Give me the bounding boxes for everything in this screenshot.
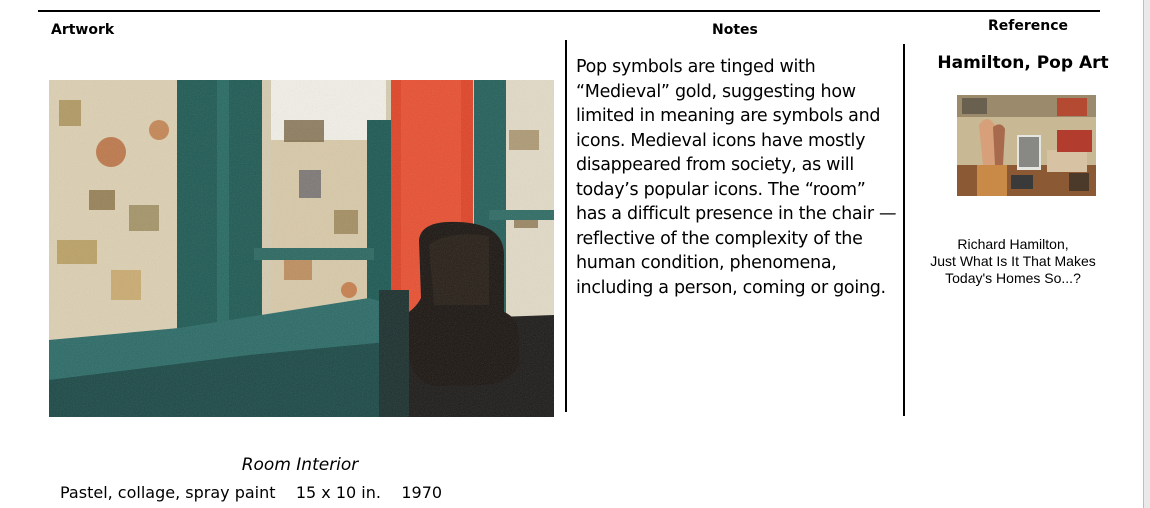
reference-caption-line2: Just What Is It That Makes (930, 253, 1096, 269)
artwork-details (60, 483, 442, 502)
reference-caption-line3: Today's Homes So...? (945, 270, 1081, 286)
column-divider-left (565, 40, 567, 412)
reference-title: Hamilton, Pop Art (937, 53, 1109, 73)
column-header-artwork: Artwork (51, 22, 115, 38)
artwork-image (49, 80, 554, 417)
artwork-year: 1970 (401, 483, 443, 502)
top-rule (38, 10, 1100, 12)
artwork-medium: Pastel, collage, spray paint (60, 483, 276, 502)
reference-thumbnail[interactable] (957, 95, 1096, 196)
artwork-size: 15 x 10 in. (295, 483, 381, 502)
reference-caption-line1: Richard Hamilton, (957, 236, 1069, 252)
column-header-reference: Reference (988, 18, 1069, 34)
notes-text: Pop symbols are tinged with “Medieval” gold, suggesting how limited in meaning are symbols and icons. Medieval icons have mostly disappeared from society, as will today’s popular icons. The “room” has a difficult presence in the chair —reflective of the complexity of the human condition, phenomena, including a person, coming or going. (576, 57, 897, 298)
column-divider-right (903, 44, 905, 416)
column-header-notes: Notes (712, 22, 758, 38)
artwork-title: Room Interior (241, 455, 359, 475)
scrollbar[interactable] (1143, 0, 1150, 508)
reference-caption (913, 236, 1113, 287)
